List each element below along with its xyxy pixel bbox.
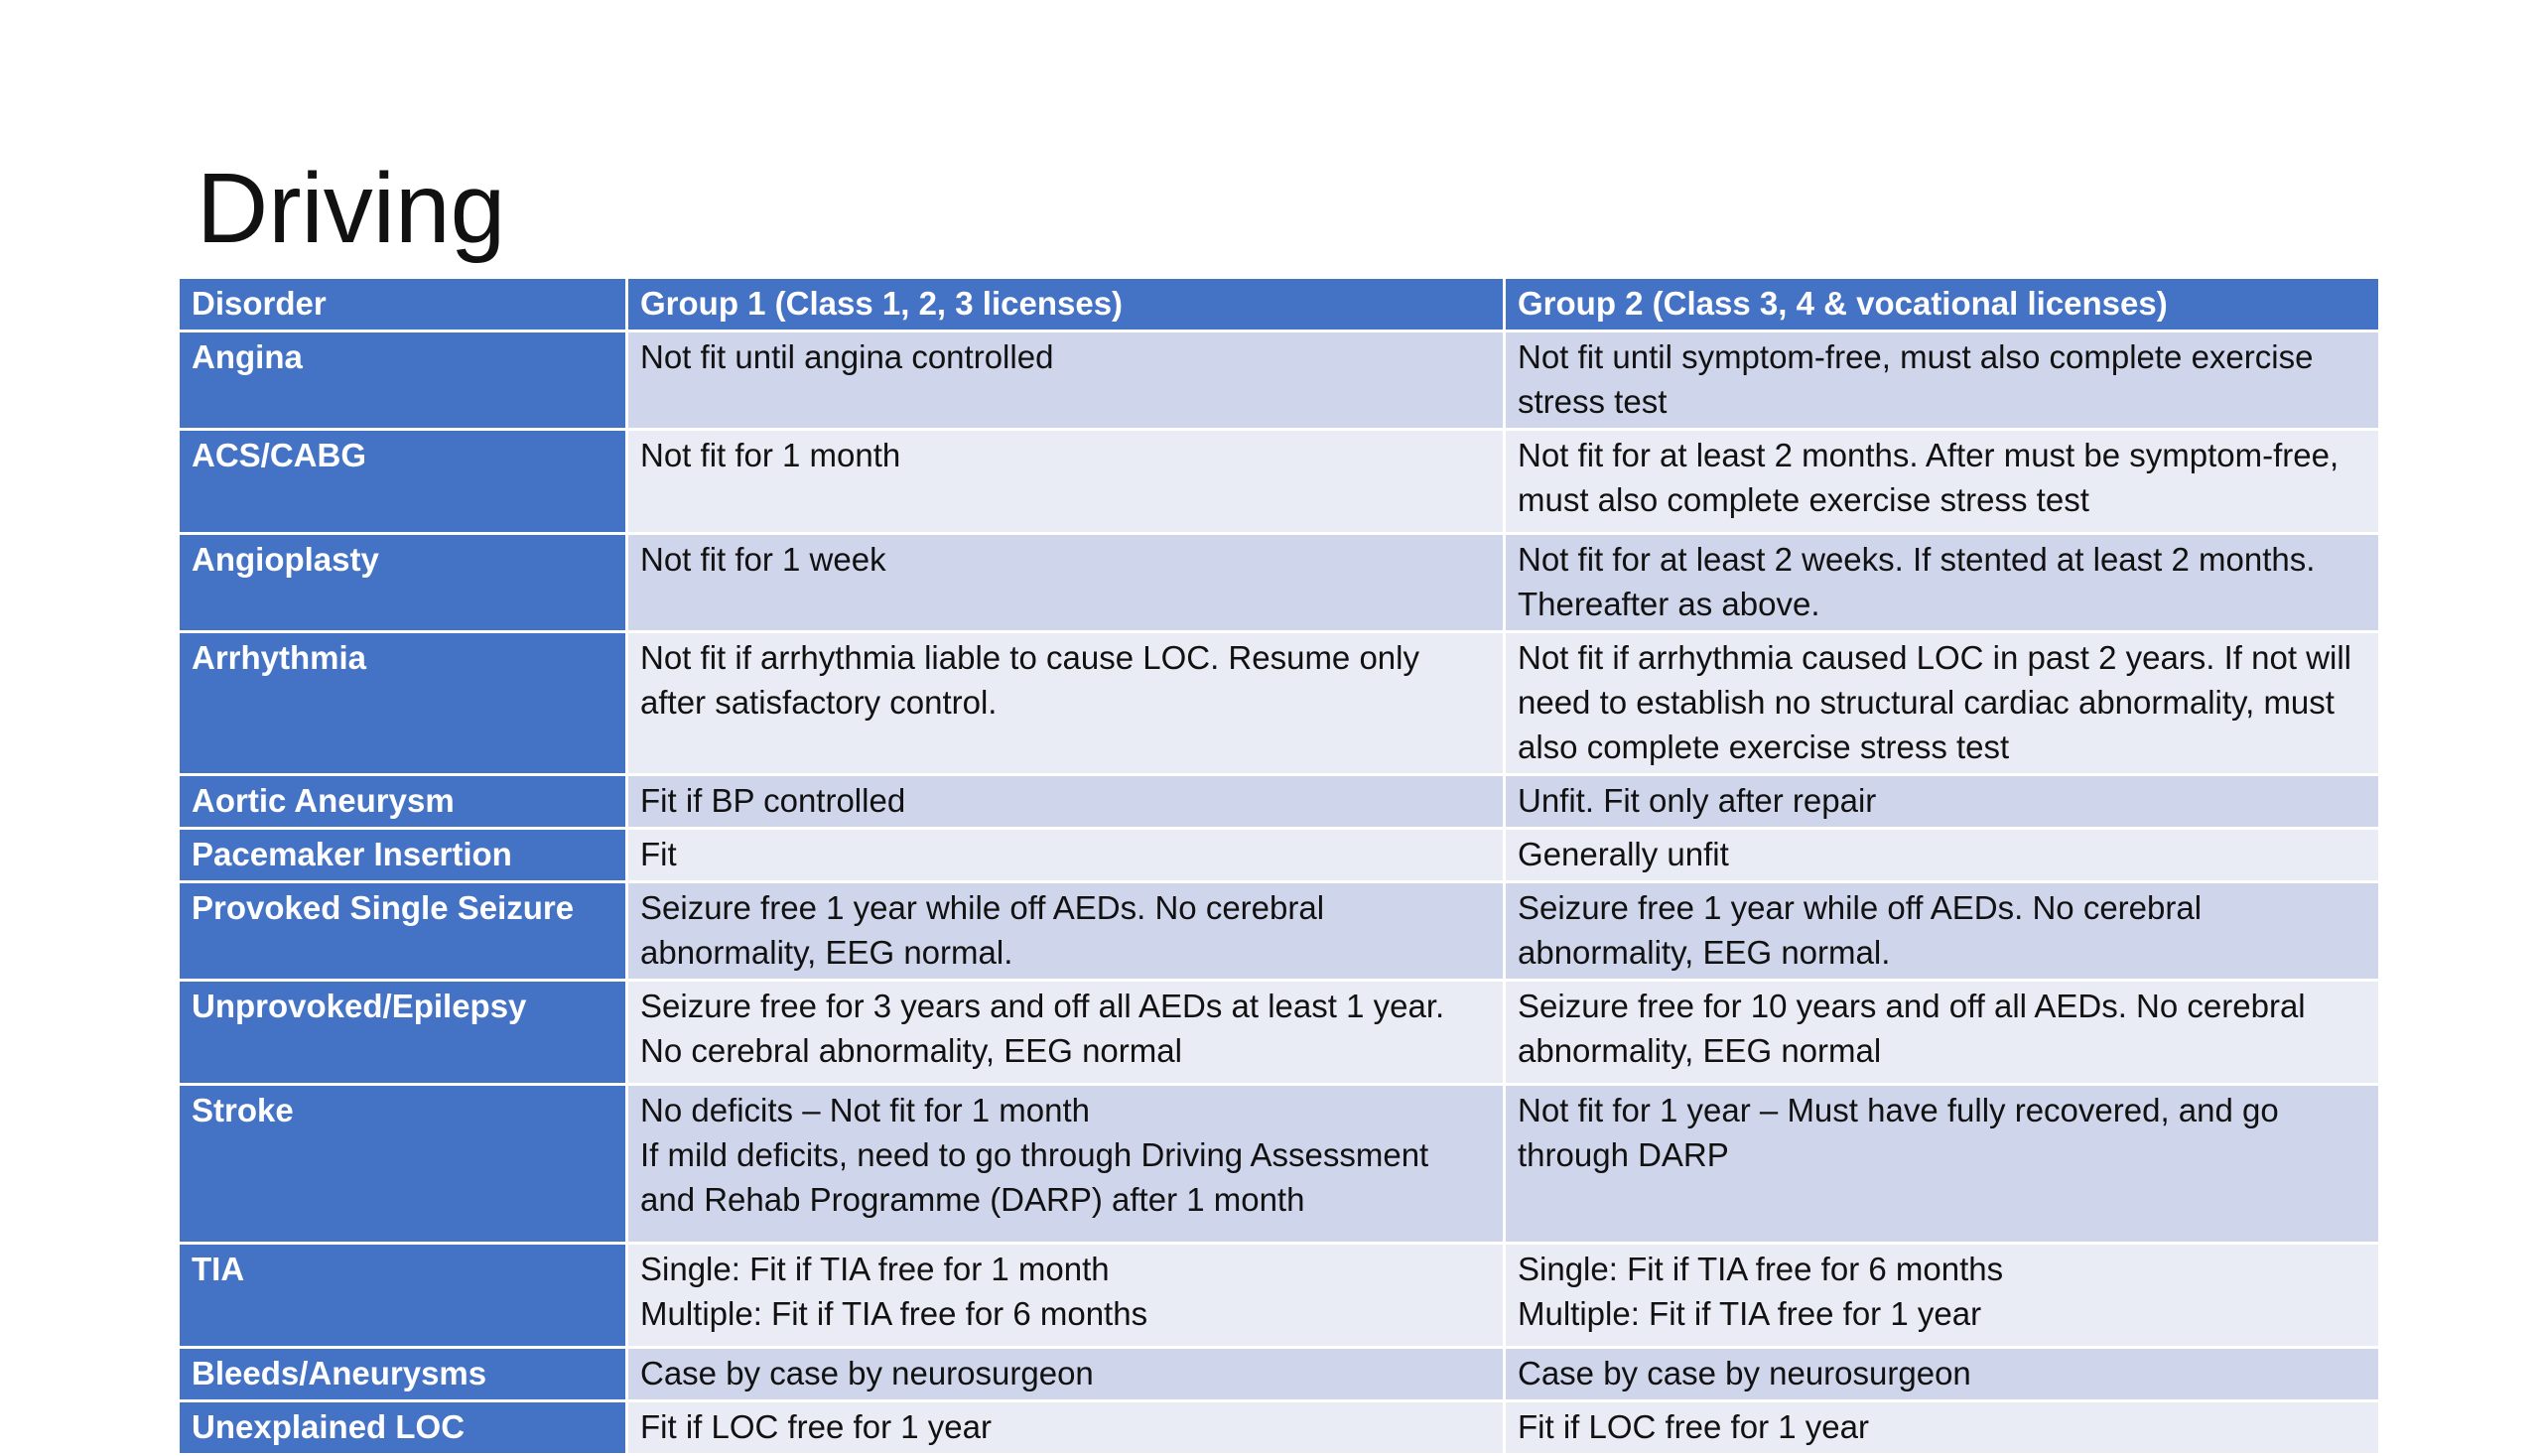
table-row — [179, 1085, 2380, 1244]
table-body — [179, 331, 2380, 1455]
table-row — [179, 534, 2380, 632]
cell-text: Not fit until angina controlled — [640, 338, 1054, 375]
cell-text: Seizure free 1 year while off AEDs. No cerebral abnormality, EEG normal. — [640, 889, 1325, 971]
group-1-cell — [627, 1348, 1505, 1401]
cell-text: Generally unfit — [1518, 836, 1729, 872]
disorder-cell: Aortic Aneurysm — [179, 775, 627, 829]
disorder-cell: Pacemaker Insertion — [179, 829, 627, 882]
cell-text: Single: Fit if TIA free for 1 month — [640, 1251, 1110, 1287]
group-1-cell — [627, 882, 1505, 981]
group-1-cell — [627, 632, 1505, 775]
group-2-cell — [1505, 632, 2380, 775]
cell-text: Fit if LOC free for 1 year — [1518, 1408, 1869, 1445]
cell-text: Multiple: Fit if TIA free for 6 months — [640, 1295, 1148, 1332]
group-1-cell — [627, 534, 1505, 632]
disorder-cell: Provoked Single Seizure — [179, 882, 627, 981]
group-2-cell — [1505, 331, 2380, 430]
group-1-cell — [627, 775, 1505, 829]
group-2-cell — [1505, 1244, 2380, 1348]
group-1-cell — [627, 331, 1505, 430]
cell-text: Not fit if arrhythmia liable to cause LOC. Resume only after satisfactory control. — [640, 639, 1419, 721]
cell-text: Single: Fit if TIA free for 6 months — [1518, 1251, 2004, 1287]
header-disorder: Disorder — [179, 278, 627, 331]
group-2-cell — [1505, 1401, 2380, 1455]
cell-text: Case by case by neurosurgeon — [1518, 1355, 1971, 1391]
cell-text: Case by case by neurosurgeon — [640, 1355, 1094, 1391]
cell-text: Fit if LOC free for 1 year — [640, 1408, 992, 1445]
group-2-cell — [1505, 1085, 2380, 1244]
table-row — [179, 430, 2380, 534]
cell-text: If mild deficits, need to go through Driving Assessment and Rehab Programme (DARP) after 1 month — [640, 1136, 1429, 1218]
disorder-cell: TIA — [179, 1244, 627, 1348]
table-row — [179, 632, 2380, 775]
cell-text: No deficits – Not fit for 1 month — [640, 1092, 1091, 1128]
cell-text: Seizure free for 3 years and off all AEDs at least 1 year. No cerebral abnormality, EEG normal — [640, 988, 1445, 1069]
disorder-cell: Bleeds/Aneurysms — [179, 1348, 627, 1401]
group-2-cell — [1505, 829, 2380, 882]
disorder-cell: Unprovoked/Epilepsy — [179, 981, 627, 1085]
group-2-cell — [1505, 981, 2380, 1085]
cell-text: Not fit until symptom-free, must also complete exercise stress test — [1518, 338, 2314, 420]
header-group-2: Group 2 (Class 3, 4 & vocational licenses) — [1505, 278, 2380, 331]
group-2-cell — [1505, 882, 2380, 981]
table-row — [179, 1348, 2380, 1401]
disorder-cell: Stroke — [179, 1085, 627, 1244]
table-row — [179, 882, 2380, 981]
table-row — [179, 331, 2380, 430]
group-1-cell — [627, 1401, 1505, 1455]
table-row — [179, 1401, 2380, 1455]
driving-table-container — [177, 276, 2378, 1456]
group-1-cell — [627, 829, 1505, 882]
cell-text: Not fit for 1 week — [640, 541, 886, 578]
cell-text: Not fit for 1 year – Must have fully recovered, and go through DARP — [1518, 1092, 2279, 1173]
group-1-cell — [627, 981, 1505, 1085]
cell-text: Not fit for 1 month — [640, 437, 901, 473]
group-2-cell — [1505, 1348, 2380, 1401]
cell-text: Not fit for at least 2 months. After must be symptom-free, must also complete exercise stress test — [1518, 437, 2340, 518]
table-row — [179, 981, 2380, 1085]
group-1-cell — [627, 1244, 1505, 1348]
slide-title: Driving — [197, 153, 506, 264]
table-row — [179, 775, 2380, 829]
disorder-cell: Angina — [179, 331, 627, 430]
disorder-cell: Unexplained LOC — [179, 1401, 627, 1455]
cell-text: Fit — [640, 836, 677, 872]
group-1-cell — [627, 1085, 1505, 1244]
group-2-cell — [1505, 775, 2380, 829]
table-row — [179, 829, 2380, 882]
group-1-cell — [627, 430, 1505, 534]
cell-text: Fit if BP controlled — [640, 782, 906, 819]
cell-text: Multiple: Fit if TIA free for 1 year — [1518, 1295, 1982, 1332]
cell-text: Seizure free 1 year while off AEDs. No cerebral abnormality, EEG normal. — [1518, 889, 2203, 971]
disorder-cell: ACS/CABG — [179, 430, 627, 534]
group-2-cell — [1505, 534, 2380, 632]
cell-text: Not fit for at least 2 weeks. If stented at least 2 months. Thereafter as above. — [1518, 541, 2316, 622]
group-2-cell — [1505, 430, 2380, 534]
header-group-1: Group 1 (Class 1, 2, 3 licenses) — [627, 278, 1505, 331]
table-header-row — [179, 278, 2380, 331]
disorder-cell: Angioplasty — [179, 534, 627, 632]
table-row — [179, 1244, 2380, 1348]
cell-text: Seizure free for 10 years and off all AEDs. No cerebral abnormality, EEG normal — [1518, 988, 2306, 1069]
cell-text: Not fit if arrhythmia caused LOC in past 2 years. If not will need to establish no structural cardiac abnormality, must also complete exercise stress test — [1518, 639, 2352, 765]
disorder-cell: Arrhythmia — [179, 632, 627, 775]
driving-table — [177, 276, 2381, 1456]
cell-text: Unfit. Fit only after repair — [1518, 782, 1877, 819]
